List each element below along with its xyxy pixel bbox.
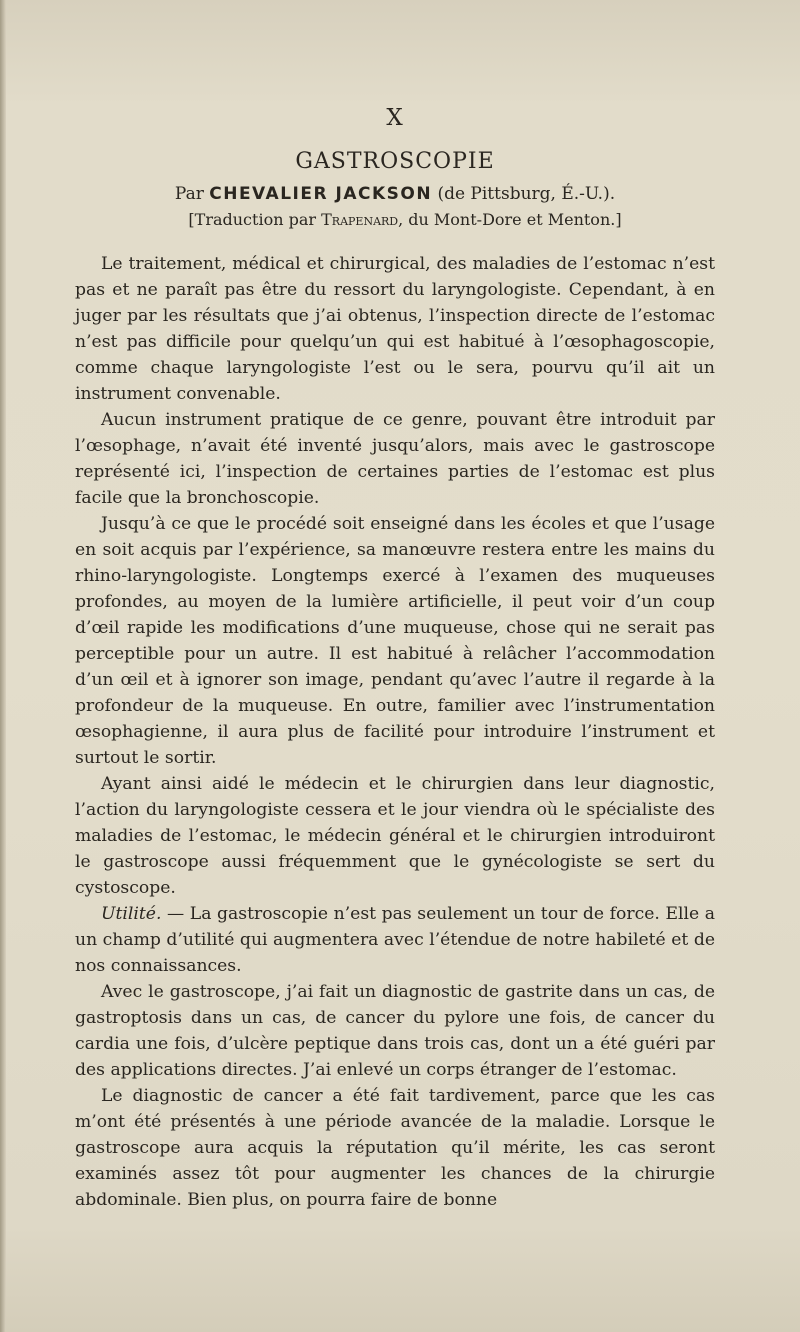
paragraph-6: Avec le gastroscope, j’ai fait un diagnostic de gastrite dans un cas, de gastroptosis dans un cas, de cancer du pylore une fois, de cancer du cardia une fois, d’ulcère peptique dans trois cas, dont un a été guéri par des applications directes. J’ai enlevé un corps étranger de l’estomac.	[75, 982, 715, 1080]
paragraph-1: Le traitement, médical et chirurgical, des maladies de l’estomac n’est pas et ne paraît pas être du ressort du laryngologiste. Cependant, à en juger par les résultats que j’ai obtenus, l’inspection directe de l’estomac n’est pas difficile pour quelqu’un qui est habitué à l’œsophagoscopie, comme chaque laryngologiste l’est ou le sera, pourvu qu’il ait un instrument convenable.	[75, 254, 715, 404]
byline-prefix: Par	[174, 184, 204, 204]
paragraph-7: Le diagnostic de cancer a été fait tardivement, parce que les cas m’ont été présentés à une période avancée de la maladie. Lorsque le gastroscope aura acquis la réputation qu’il mérite, les cas seront examinés assez tôt pour augmenter les chances de la chirurgie abdominale. Bien plus, on pourra faire de bonne	[75, 1086, 715, 1210]
translation-prefix: [Traduction par	[188, 210, 317, 229]
author-affiliation: (de Pittsburg, É.-U.).	[437, 184, 616, 204]
article	[75, 105, 715, 1213]
paragraph-5-text: — La gastroscopie n’est pas seulement un tour de force. Elle a un champ d’utilité qui augmentera avec l’étendue de notre habileté et de nos connaissances.	[75, 904, 715, 976]
author-name: CHEVALIER JACKSON	[209, 184, 433, 204]
translator-name: Trapenard	[321, 210, 399, 229]
paragraph-2: Aucun instrument pratique de ce genre, pouvant être introduit par l’œsophage, n’avait été inventé jusqu’alors, mais avec le gastroscope représenté ici, l’inspection de certaines parties de l’estomac est plus facile que la bronchoscopie.	[75, 410, 715, 508]
paragraph-4: Ayant ainsi aidé le médecin et le chirurgien dans leur diagnostic, l’action du laryngologiste cessera et le jour viendra où le spécialiste des maladies de l’estomac, le médecin général et le chirurgien introduiront le gastroscope aussi fréquemment que le gynécologiste se sert du cystoscope.	[75, 774, 715, 898]
translation-suffix: , du Mont-Dore et Menton.]	[398, 210, 622, 229]
paragraph-3: Jusqu’à ce que le procédé soit enseigné dans les écoles et que l’usage en soit acquis par l’expérience, sa manœuvre restera entre les mains du rhino-laryngologiste. Longtemps exercé à l’examen des muqueuses profondes, au moyen de la lumière artificielle, il peut voir d’un coup d’œil rapide les modifications d’une muqueuse, chose qui ne serait pas perceptible pour un autre. Il est habitué à relâcher l’accommodation d’un œil et à ignorer son image, pendant qu’avec l’autre il regarde à la profondeur de la muqueuse. En outre, familier avec l’instrumentation œsophagienne, il aura plus de facilité pour introduire l’instrument et surtout le sortir.	[75, 514, 715, 768]
byline	[75, 184, 715, 204]
section-heading-utilite: Utilité.	[101, 904, 162, 924]
paragraph-5	[75, 901, 715, 979]
translation-note	[75, 210, 715, 229]
article-title: GASTROSCOPIE	[295, 149, 495, 174]
page-spine-shadow	[0, 0, 6, 1332]
chapter-number: X	[386, 105, 404, 131]
